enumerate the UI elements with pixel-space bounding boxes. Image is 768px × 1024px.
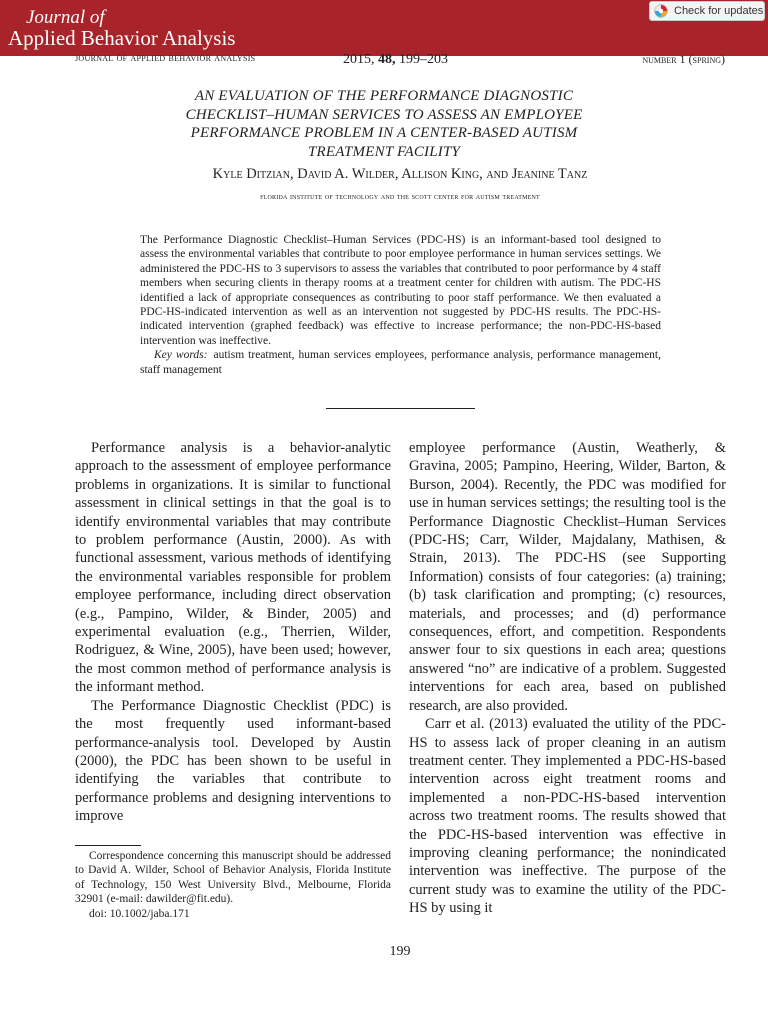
keywords	[140, 348, 661, 377]
journal-logo-line1: Journal of	[26, 7, 105, 28]
abstract	[140, 233, 661, 377]
citation-volume: 48,	[378, 52, 396, 67]
page-number: 199	[389, 944, 411, 959]
check-for-updates-label: Check for updates	[674, 5, 764, 17]
footnote-doi: doi: 10.1002/jaba.171	[89, 907, 190, 920]
body-column-left	[75, 439, 391, 826]
footnote-correspondence: Correspondence concerning this manuscript should be addressed to David A. Wilder, School of Behavior Analysis, Florida Institute of Technology, 150 West University Blvd., Melbourne, Florida 32901 (e-mail: dawilder@fit.edu).	[75, 850, 391, 906]
crossmark-icon	[654, 4, 668, 18]
footnote	[75, 849, 391, 921]
journal-banner	[0, 0, 768, 56]
running-header-citation	[343, 52, 448, 68]
keywords-label: Key words:	[154, 349, 208, 362]
body-paragraph: The Performance Diagnostic Checklist (PDC) is the most frequently used informant-based performance-analysis tool. Developed by Austin (2000), the PDC has been shown to be useful in identifying the variables that contribute to performance problems and designing interventions to improve	[75, 697, 391, 825]
body-column-right	[409, 439, 726, 918]
article-authors: Kyle Ditzian, David A. Wilder, Allison King, and Jeanine Tanz	[212, 166, 588, 182]
citation-pages: 199–203	[399, 52, 448, 67]
footnote-divider	[75, 845, 141, 846]
journal-logo-line2: Applied Behavior Analysis	[8, 26, 236, 50]
article-affiliation: florida institute of technology and the scott center for autism treatment	[260, 191, 540, 201]
running-header-journal: journal of applied behavior analysis	[75, 52, 256, 64]
check-for-updates-button[interactable]	[649, 1, 765, 21]
article-title: AN EVALUATION OF THE PERFORMANCE DIAGNOSTIC CHECKLIST–HUMAN SERVICES TO ASSESS AN EMPLOYEE PERFORMANCE PROBLEM IN A CENTER-BASED AUTISM TREATMENT FACILITY	[185, 88, 583, 160]
keywords-text: autism treatment, human services employees, performance analysis, performance management, staff management	[140, 349, 662, 376]
abstract-text: The Performance Diagnostic Checklist–Human Services (PDC-HS) is an informant-based tool designed to assess the environmental variables that contribute to poor employee performance in human services settings. We administered the PDC-HS to 3 supervisors to assess the variables that contributed to poor performance by 4 staff members when securing clients in therapy rooms at a treatment center for children with autism. The PDC-HS identified a lack of appropriate consequences as contributing to poor staff performance. We then evaluated a PDC-HS-indicated intervention as well as an intervention not suggested by PDC-HS results. The PDC-HS-indicated intervention (graphed feedback) was effective to increase performance; the non-PDC-HS-based intervention was ineffective.	[140, 234, 661, 347]
running-header	[0, 52, 768, 68]
body-paragraph: Carr et al. (2013) evaluated the utility of the PDC-HS to assess lack of proper cleaning in an autism treatment center. They implemented a PDC-HS-based intervention across eight treatment rooms and implemented a non-PDC-HS-based intervention across two treatment rooms. The results showed that the PDC-HS-based intervention was effective in improving cleaning performance; the nonindicated intervention was ineffective. The purpose of the current study was to examine the utility of the PDC-HS by using it	[409, 716, 726, 917]
running-header-issue: number 1 (spring)	[642, 52, 725, 66]
section-divider	[326, 408, 475, 409]
journal-logo	[8, 8, 235, 49]
body-paragraph: Performance analysis is a behavior-analytic approach to the assessment of employee performance problems in organizations. It is similar to functional assessment in clinical settings in that the goal is to identify environmental variables that may contribute to problem performance (Austin, 2000). As with functional assessment, various methods of identifying the environmental variables responsible for problem employee performance, including direct observation (e.g., Pampino, Wilder, & Binder, 2005) and experimental evaluation (e.g., Therrien, Wilder, Rodriguez, & Wine, 2005), have been used; however, the most common method of performance analysis is the informant method.	[75, 440, 391, 696]
body-paragraph: employee performance (Austin, Weatherly, & Gravina, 2005; Pampino, Heering, Wilder, Barton, & Burson, 2004). Recently, the PDC was modified for use in human services settings; the resulting tool is the Performance Diagnostic Checklist–Human Services (PDC-HS; Carr, Wilder, Majdalany, Mathisen, & Strain, 2013). The PDC-HS (see Supporting Information) consists of four categories: (a) training; (b) task clarification and prompting; (c) resources, materials, and processes; and (d) performance consequences, effort, and competition. Respondents answer four to six questions in each area; questions answered “no” are indicative of a problem. Suggested interventions for each area, based on published research, are also provided.	[409, 440, 726, 714]
citation-year: 2015,	[343, 52, 375, 67]
